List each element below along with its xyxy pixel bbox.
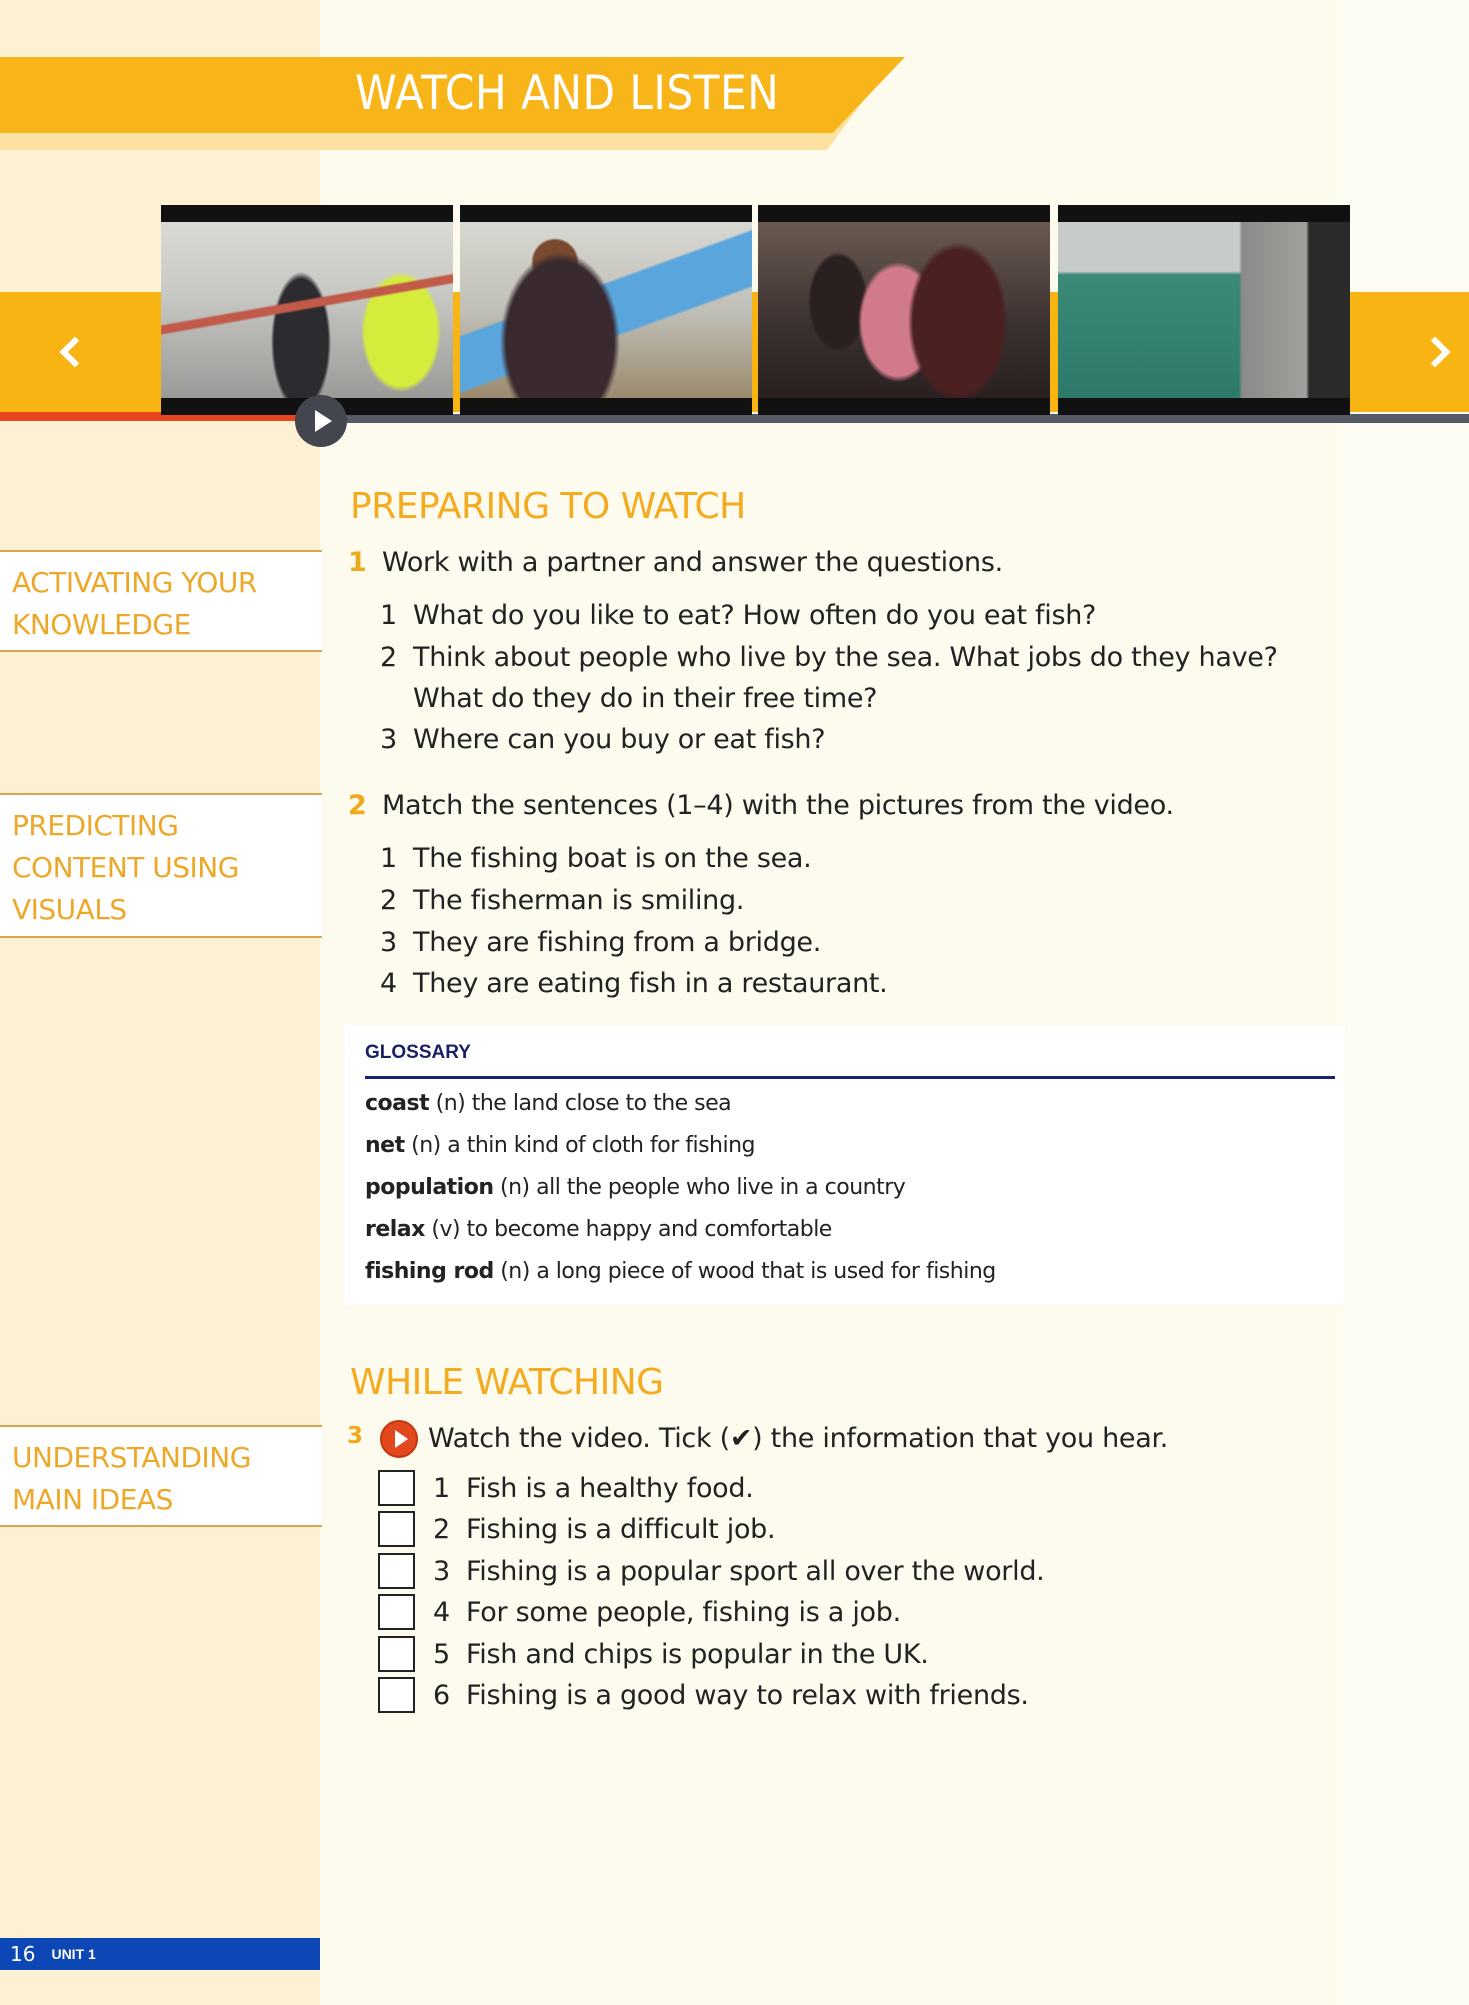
section-title-while-watching: WHILE WATCHING: [350, 1362, 664, 1403]
item-text: Fishing is a good way to relax with friends.: [466, 1679, 1029, 1711]
question-item: [380, 600, 1096, 631]
glossary-pos: (v): [431, 1217, 461, 1242]
play-video-button[interactable]: [295, 395, 347, 447]
checklist-item: [378, 1511, 775, 1547]
sentence-item: [380, 927, 821, 958]
video-frame-bridge-fishing[interactable]: [161, 205, 453, 415]
checklist-item: [378, 1470, 754, 1506]
item-text: Fish and chips is popular in the UK.: [466, 1638, 929, 1670]
checkbox[interactable]: [378, 1594, 415, 1630]
checklist-item: [378, 1594, 901, 1630]
glossary-word: relax: [365, 1217, 425, 1242]
play-video-button-small[interactable]: [380, 1420, 418, 1458]
question-number: 2: [380, 642, 397, 673]
video-thumbnail: [1058, 222, 1350, 398]
glossary-definition: a thin kind of cloth for fishing: [447, 1133, 756, 1158]
question-text: Where can you buy or eat fish?: [413, 724, 826, 755]
sentence-number: 4: [380, 968, 397, 999]
sentence-text: The fisherman is smiling.: [413, 885, 745, 916]
checkbox[interactable]: [378, 1677, 415, 1713]
skill-line: ACTIVATING YOUR: [12, 566, 257, 599]
checkbox[interactable]: [378, 1553, 415, 1589]
question-item: [380, 642, 1278, 673]
checklist-item: [378, 1636, 929, 1672]
exercise-instruction: Match the sentences (1–4) with the pictures from the video.: [382, 790, 1174, 821]
play-icon: [315, 410, 332, 432]
page-footer: [0, 1938, 320, 1970]
glossary-pos: (n): [500, 1175, 530, 1200]
glossary-word: population: [365, 1175, 494, 1200]
question-text: What do they do in their free time?: [413, 683, 878, 714]
item-number: 6: [433, 1679, 450, 1711]
skill-label-activating-knowledge: [0, 550, 322, 652]
exercise-instruction: Watch the video. Tick (✔) the information that you hear.: [428, 1423, 1169, 1454]
video-frame-restaurant[interactable]: [758, 205, 1050, 415]
sentence-item: [380, 885, 744, 916]
skill-line: MAIN IDEAS: [12, 1483, 173, 1516]
sentence-text: They are eating fish in a restaurant.: [413, 968, 888, 999]
question-text: Think about people who live by the sea. What jobs do they have?: [413, 642, 1278, 673]
item-text: Fish is a healthy food.: [466, 1472, 754, 1504]
checkbox[interactable]: [378, 1511, 415, 1547]
glossary-pos: (n): [500, 1259, 530, 1284]
skill-line: VISUALS: [12, 893, 127, 926]
item-number: 5: [433, 1638, 450, 1670]
glossary-entry: [365, 1217, 832, 1242]
glossary-pos: (n): [435, 1091, 466, 1116]
glossary-entry: [365, 1175, 905, 1200]
item-text: Fishing is a difficult job.: [466, 1513, 776, 1545]
exercise-instruction: Work with a partner and answer the questions.: [382, 547, 1003, 578]
glossary-word: net: [365, 1133, 405, 1158]
video-frame-smiling-fisherman[interactable]: [460, 205, 752, 415]
sentence-text: They are fishing from a bridge.: [413, 927, 822, 958]
checkbox[interactable]: [378, 1470, 415, 1506]
item-number: 1: [433, 1472, 450, 1504]
play-icon: [395, 1430, 408, 1448]
question-text: What do you like to eat? How often do you eat fish?: [413, 600, 1097, 631]
carousel-next-button[interactable]: [1390, 292, 1469, 412]
question-number: 1: [380, 600, 397, 631]
carousel-timeline[interactable]: [300, 414, 1469, 423]
skill-line: KNOWLEDGE: [12, 608, 191, 641]
glossary-entry: [365, 1133, 755, 1158]
exercise-number: 3: [347, 1423, 364, 1449]
exercise-number: 1: [348, 547, 367, 578]
glossary-definition: a long piece of wood that is used for fishing: [536, 1259, 996, 1284]
skill-label-understanding-main-ideas: [0, 1425, 322, 1527]
question-item-continued: [380, 683, 877, 714]
sentence-number: 3: [380, 927, 397, 958]
glossary-divider: [365, 1076, 1335, 1079]
page-number: 16: [10, 1942, 36, 1966]
glossary-entry: [365, 1259, 996, 1284]
item-text: Fishing is a popular sport all over the world.: [466, 1555, 1045, 1587]
unit-label: UNIT 1: [51, 1946, 96, 1962]
glossary-title: GLOSSARY: [365, 1042, 471, 1063]
glossary-word: coast: [365, 1091, 430, 1116]
glossary-pos: (n): [411, 1133, 441, 1158]
video-thumbnail: [161, 222, 453, 398]
question-number-spacer: [380, 683, 413, 714]
question-number: 3: [380, 724, 397, 755]
checklist-item: [378, 1553, 1044, 1589]
video-frame-boat-at-sea[interactable]: [1058, 205, 1350, 415]
video-thumbnail: [460, 222, 752, 398]
skill-line: CONTENT USING: [12, 851, 239, 884]
item-text: For some people, fishing is a job.: [466, 1596, 901, 1628]
sentence-item: [380, 968, 887, 999]
glossary-definition: to become happy and comfortable: [466, 1217, 832, 1242]
glossary-word: fishing rod: [365, 1259, 494, 1284]
sentence-number: 1: [380, 843, 397, 874]
glossary-entry: [365, 1091, 731, 1116]
skill-label-predicting-content: [0, 793, 322, 938]
item-number: 2: [433, 1513, 450, 1545]
section-title-preparing: PREPARING TO WATCH: [350, 486, 746, 527]
question-item: [380, 724, 825, 755]
chevron-left-icon: [59, 336, 90, 367]
page-title: WATCH AND LISTEN: [355, 66, 780, 121]
sentence-number: 2: [380, 885, 397, 916]
glossary-definition: the land close to the sea: [471, 1091, 732, 1116]
sentence-item: [380, 843, 811, 874]
glossary-box: [345, 1025, 1345, 1305]
item-number: 4: [433, 1596, 450, 1628]
video-thumbnail: [758, 222, 1050, 398]
skill-line: UNDERSTANDING: [12, 1441, 251, 1474]
item-number: 3: [433, 1555, 450, 1587]
skill-line: PREDICTING: [12, 809, 179, 842]
exercise-number: 2: [348, 790, 367, 821]
glossary-definition: all the people who live in a country: [536, 1175, 906, 1200]
checklist-item: [378, 1677, 1029, 1713]
sentence-text: The fishing boat is on the sea.: [413, 843, 812, 874]
checkbox[interactable]: [378, 1636, 415, 1672]
carousel-prev-button[interactable]: [30, 292, 120, 412]
chevron-right-icon: [1419, 336, 1450, 367]
